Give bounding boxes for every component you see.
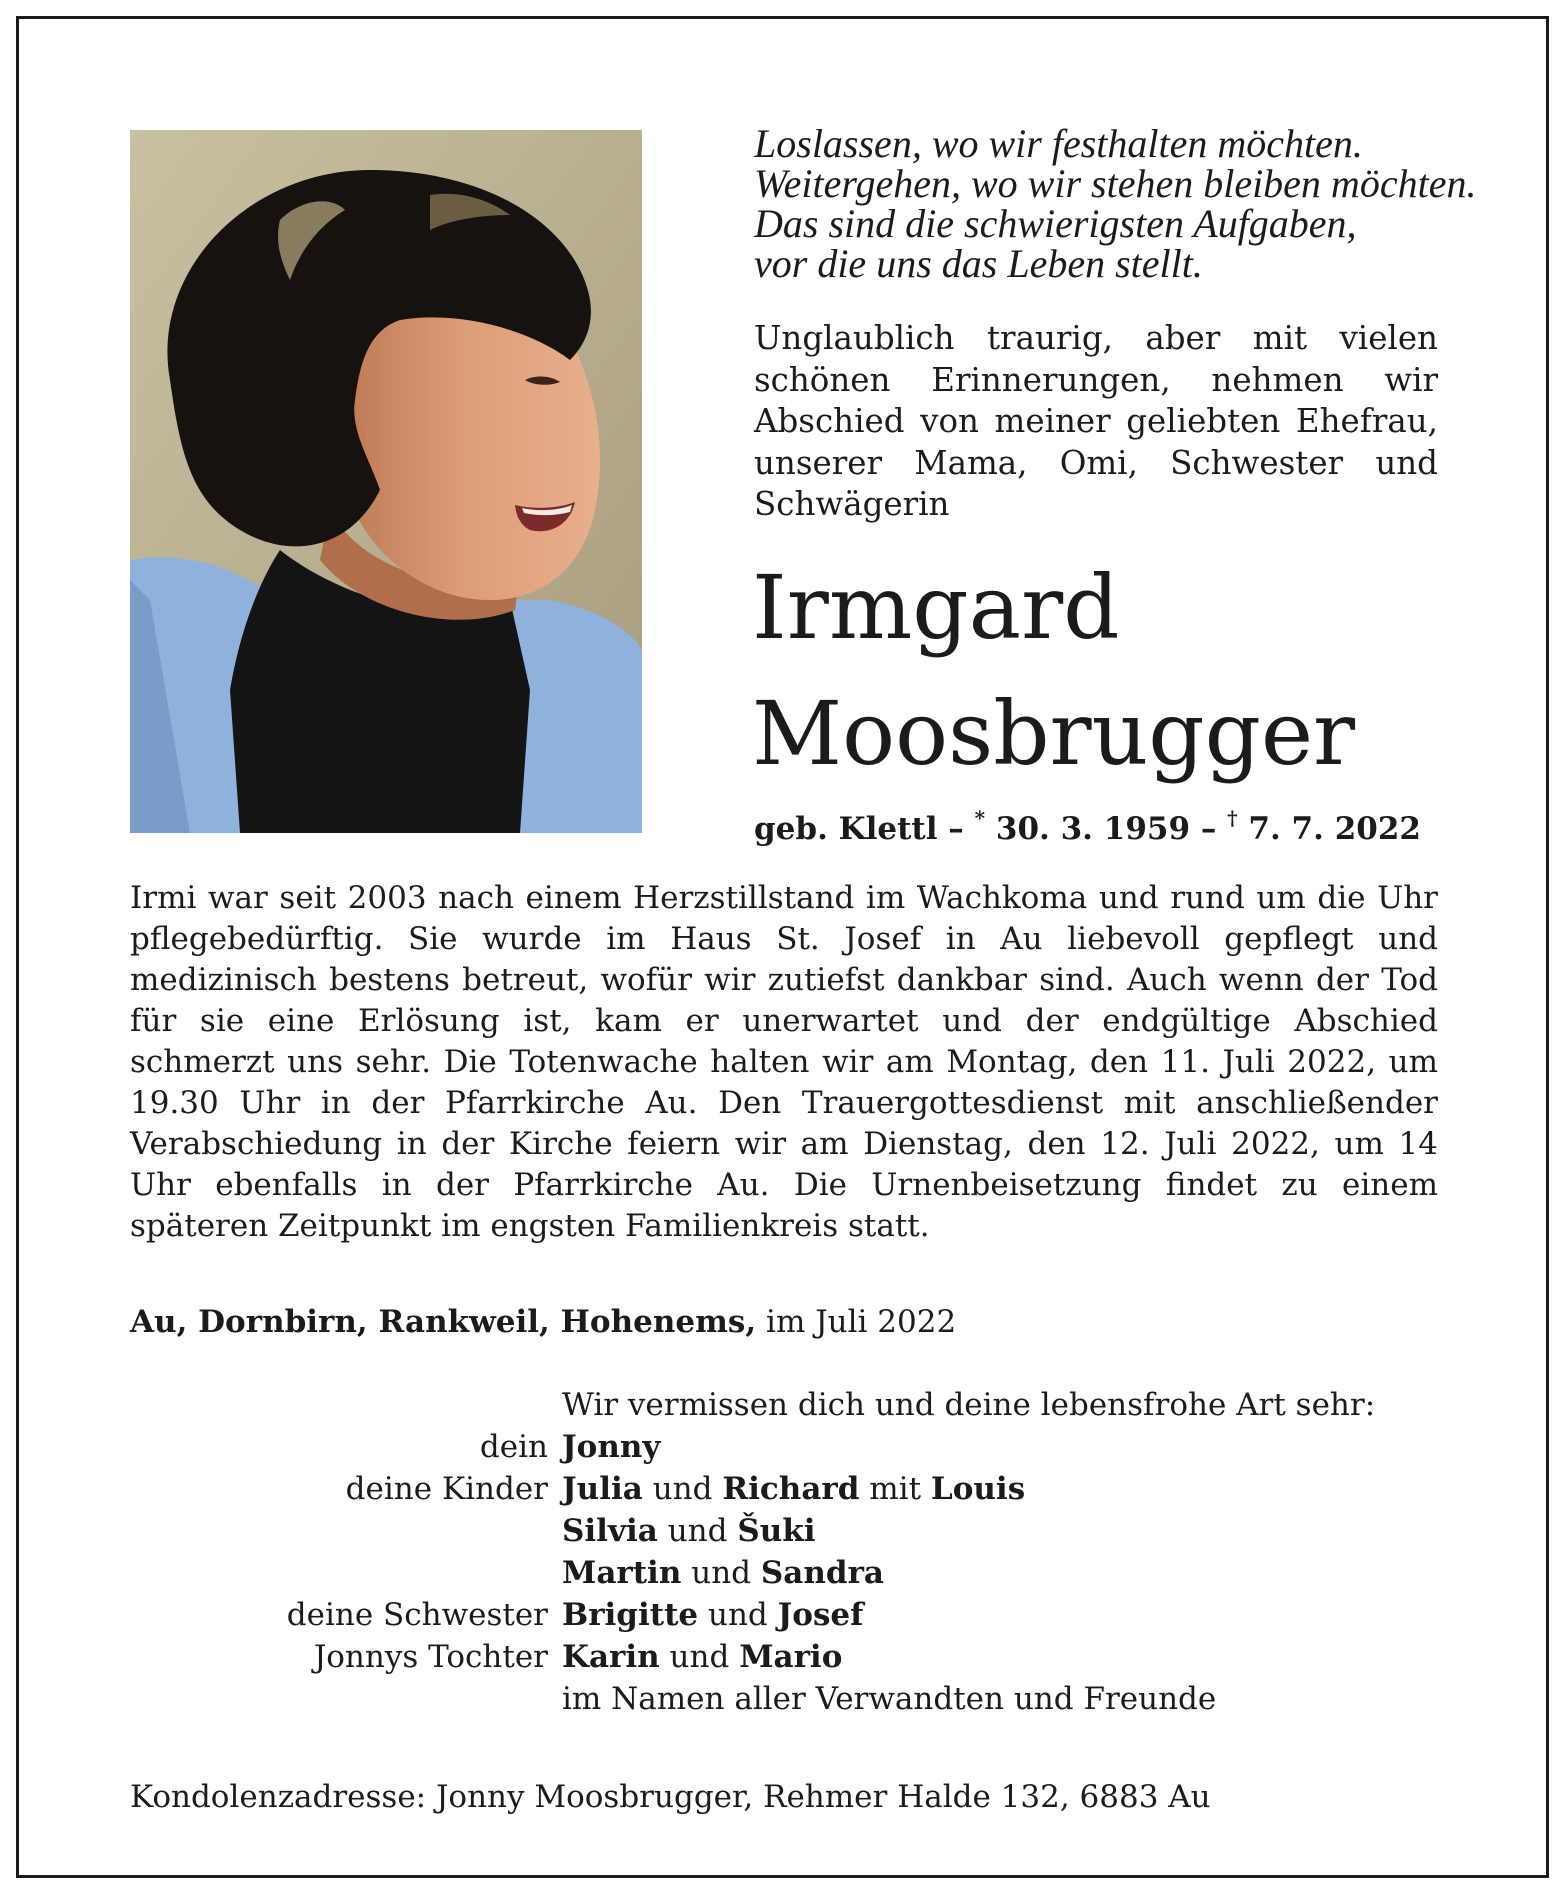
relation-label: deine Schwester: [286, 1597, 548, 1633]
mourners-list: [130, 1384, 1438, 1720]
mourner-name: Julia: [562, 1471, 643, 1507]
relation-label: Jonnys Tochter: [313, 1639, 548, 1675]
life-dates: [754, 796, 1421, 851]
mourner-row: [130, 1510, 1438, 1552]
quote-line: Weitergehen, wo wir stehen bleiben möchten.: [754, 161, 1477, 206]
places-towns: Au, Dornbirn, Rankweil, Hohenems,: [130, 1304, 757, 1340]
maiden-name: geb. Klettl –: [754, 811, 964, 847]
condolence-address: Kondolenzadresse: Jonny Moosbrugger, Rehmer Halde 132, 6883 Au: [130, 1779, 1211, 1815]
connector: und: [667, 1513, 728, 1549]
mourner-name: Louis: [930, 1471, 1026, 1507]
main-text: Irmi war seit 2003 nach einem Herzstillstand im Wachkoma und rund um die Uhr pflegebedürftig. Sie wurde im Haus St. Josef in Au liebevoll gepflegt und medizinisch bestens betreut, wofür wir zutiefst dankbar sind. Auch wenn der Tod für sie eine Erlösung ist, kam er unerwartet und der endgültige Abschied schmerzt uns sehr. Die Totenwache halten wir am Montag, den 11. Juli 2022, um 19.30 Uhr in der Pfarrkirche Au. Den Trauergottesdienst mit anschließender Verabschiedung in der Kirche feiern wir am Dienstag, den 12. Juli 2022, um 14 Uhr ebenfalls in der Pfarrkirche Au. Die Urnenbeisetzung findet zu einem späteren Zeitpunkt im engsten Familienkreis statt.: [130, 880, 1438, 1244]
mourner-name: Josef: [777, 1597, 864, 1633]
opening-quote: [754, 121, 1477, 286]
connector: und: [707, 1597, 768, 1633]
mourner-row: [130, 1552, 1438, 1594]
mourner-name: Sandra: [760, 1555, 884, 1591]
birth-star-icon: *: [974, 806, 986, 830]
connector: und: [652, 1471, 713, 1507]
deceased-last-name: Moosbrugger: [752, 682, 1356, 785]
quote-line: Das sind die schwierigsten Aufgaben,: [754, 201, 1357, 246]
mourner-name: Martin: [562, 1555, 682, 1591]
places-date: im Juli 2022: [766, 1304, 957, 1340]
mourner-row: [130, 1468, 1438, 1510]
birth-date: 30. 3. 1959 –: [995, 811, 1217, 847]
mourner-row: [130, 1636, 1438, 1678]
mourner-name: Jonny: [562, 1429, 661, 1465]
mourner-row: [130, 1426, 1438, 1468]
quote-line: vor die uns das Leben stellt.: [754, 241, 1203, 286]
mourner-name: Šuki: [737, 1513, 816, 1549]
deceased-first-name: Irmgard: [752, 556, 1120, 659]
death-date: 7. 7. 2022: [1248, 811, 1421, 847]
relation-label: dein: [479, 1429, 548, 1465]
mourner-name: Richard: [722, 1471, 860, 1507]
mourner-name: Silvia: [562, 1513, 658, 1549]
mourner-row: [130, 1594, 1438, 1636]
quote-line: Loslassen, wo wir festhalten möchten.: [754, 121, 1363, 166]
places-line: [130, 1300, 956, 1344]
mourner-name: Brigitte: [562, 1597, 699, 1633]
mourner-name: Karin: [562, 1639, 660, 1675]
mourner-name: Mario: [739, 1639, 843, 1675]
relation-label: deine Kinder: [345, 1471, 548, 1507]
connector: und: [669, 1639, 730, 1675]
death-cross-icon: †: [1227, 806, 1238, 830]
portrait-photo: [130, 130, 642, 833]
mourners-closing: im Namen aller Verwandten und Freunde: [562, 1681, 1217, 1717]
mourners-heading: Wir vermissen dich und deine lebensfrohe Art sehr:: [562, 1387, 1376, 1423]
connector: mit: [869, 1471, 922, 1507]
connector: und: [691, 1555, 752, 1591]
intro-paragraph: Unglaublich traurig, aber mit vielen schönen Erinnerungen, nehmen wir Abschied von meiner geliebten Ehefrau, unserer Mama, Omi, Schwester und Schwägerin: [754, 319, 1438, 523]
